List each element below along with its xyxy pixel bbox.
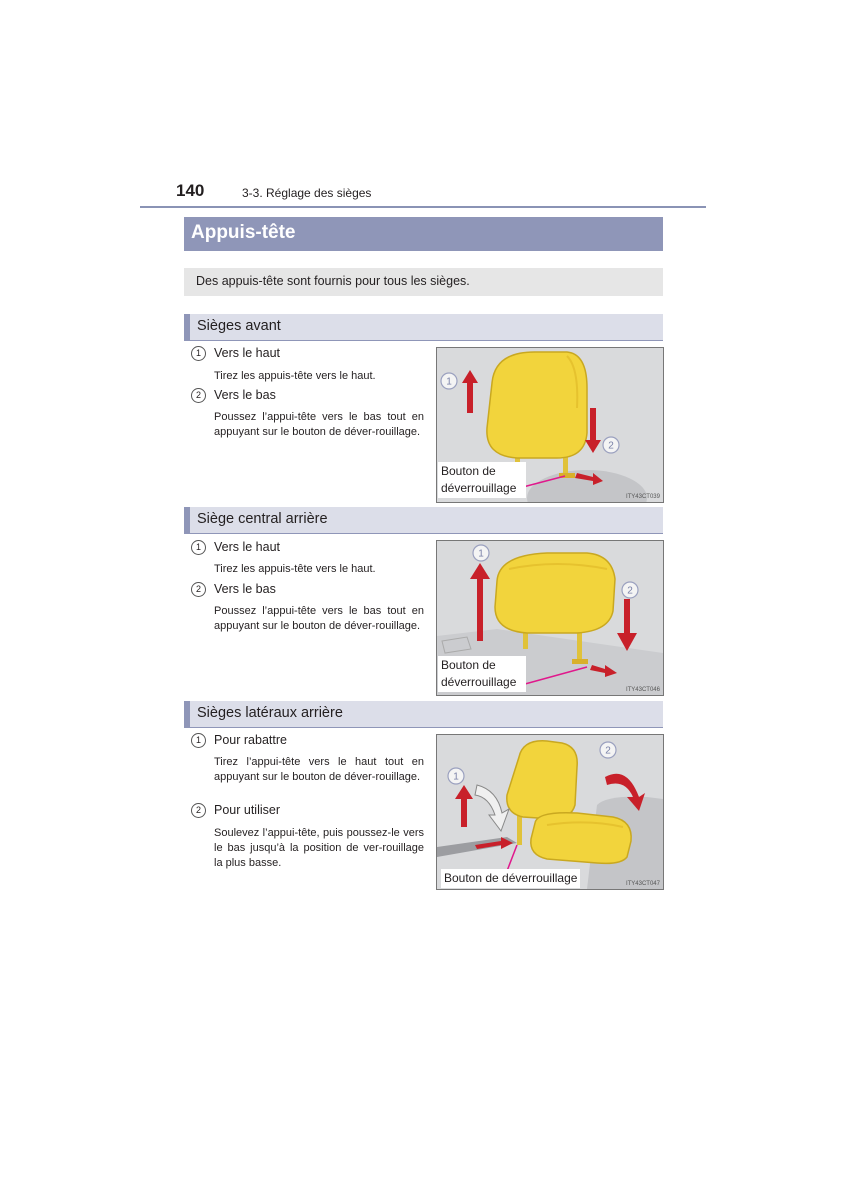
svg-text:1: 1	[453, 771, 459, 783]
svg-text:1: 1	[478, 548, 484, 560]
step-1	[191, 346, 280, 361]
callout-number-1-icon	[447, 767, 465, 785]
page-number: 140	[176, 181, 205, 200]
step-label: Pour utiliser	[214, 803, 280, 817]
svg-text:2: 2	[605, 745, 611, 757]
step-description: Tirez les appuis-tête vers le haut.	[214, 563, 376, 575]
release-button-callout: Bouton de déverrouillage	[438, 656, 526, 692]
step-description: Tirez l’appui-tête vers le haut tout en appuyant sur le bouton de déver-rouillage.	[214, 756, 424, 783]
step-description: Tirez les appuis-tête vers le haut.	[214, 370, 376, 382]
step-label: Vers le haut	[214, 346, 281, 360]
page-title: Appuis-tête	[191, 222, 296, 243]
svg-text:2: 2	[627, 585, 633, 597]
figure-rear-center-headrest	[436, 540, 664, 696]
figure-code: ITY43CT039	[625, 494, 660, 500]
step-label: Vers le haut	[214, 540, 281, 554]
step-2	[191, 388, 276, 403]
step-number-1: 1	[191, 733, 206, 748]
callout-number-2-icon	[621, 581, 639, 599]
step-number-2: 2	[191, 388, 206, 403]
step-number-1: 1	[191, 540, 206, 555]
step-description: Soulevez l’appui-tête, puis poussez-le vers le bas jusqu’à la position de ver-rouillage la plus basse.	[214, 827, 424, 869]
section-heading-rear-center: Siège central arrière	[184, 507, 663, 534]
figure-front-headrest	[436, 347, 664, 503]
svg-text:2: 2	[608, 440, 614, 452]
figure-rear-side-headrest	[436, 734, 664, 890]
step-1	[191, 733, 287, 748]
step-label: Vers le bas	[214, 582, 276, 596]
callout-number-1-icon	[440, 372, 458, 390]
step-number-2: 2	[191, 582, 206, 597]
step-2	[191, 803, 280, 818]
step-number-1: 1	[191, 346, 206, 361]
release-button-callout: Bouton de déverrouillage	[438, 462, 526, 498]
callout-number-2-icon	[599, 741, 617, 759]
chapter-title: 3-3. Réglage des sièges	[242, 186, 372, 200]
intro-text: Des appuis-tête sont fournis pour tous les sièges.	[196, 274, 470, 288]
figure-code: ITY43CT046	[625, 687, 660, 693]
step-number-2: 2	[191, 803, 206, 818]
step-1	[191, 540, 280, 555]
figure-code: ITY43CT047	[625, 881, 660, 887]
callout-number-2-icon	[602, 436, 620, 454]
header-rule	[140, 206, 706, 208]
callout-number-1-icon	[472, 544, 490, 562]
title-bar	[184, 217, 663, 251]
intro-box	[184, 268, 663, 296]
section-heading-rear-side: Sièges latéraux arrière	[184, 701, 663, 728]
section-heading-front: Sièges avant	[184, 314, 663, 341]
release-button-callout: Bouton de déverrouillage	[441, 869, 580, 888]
svg-text:1: 1	[446, 376, 452, 388]
step-2	[191, 582, 276, 597]
step-description: Poussez l’appui-tête vers le bas tout en appuyant sur le bouton de déver-rouillage.	[214, 411, 424, 438]
step-label: Pour rabattre	[214, 733, 287, 747]
step-description: Poussez l’appui-tête vers le bas tout en appuyant sur le bouton de déver-rouillage.	[214, 605, 424, 632]
step-label: Vers le bas	[214, 388, 276, 402]
